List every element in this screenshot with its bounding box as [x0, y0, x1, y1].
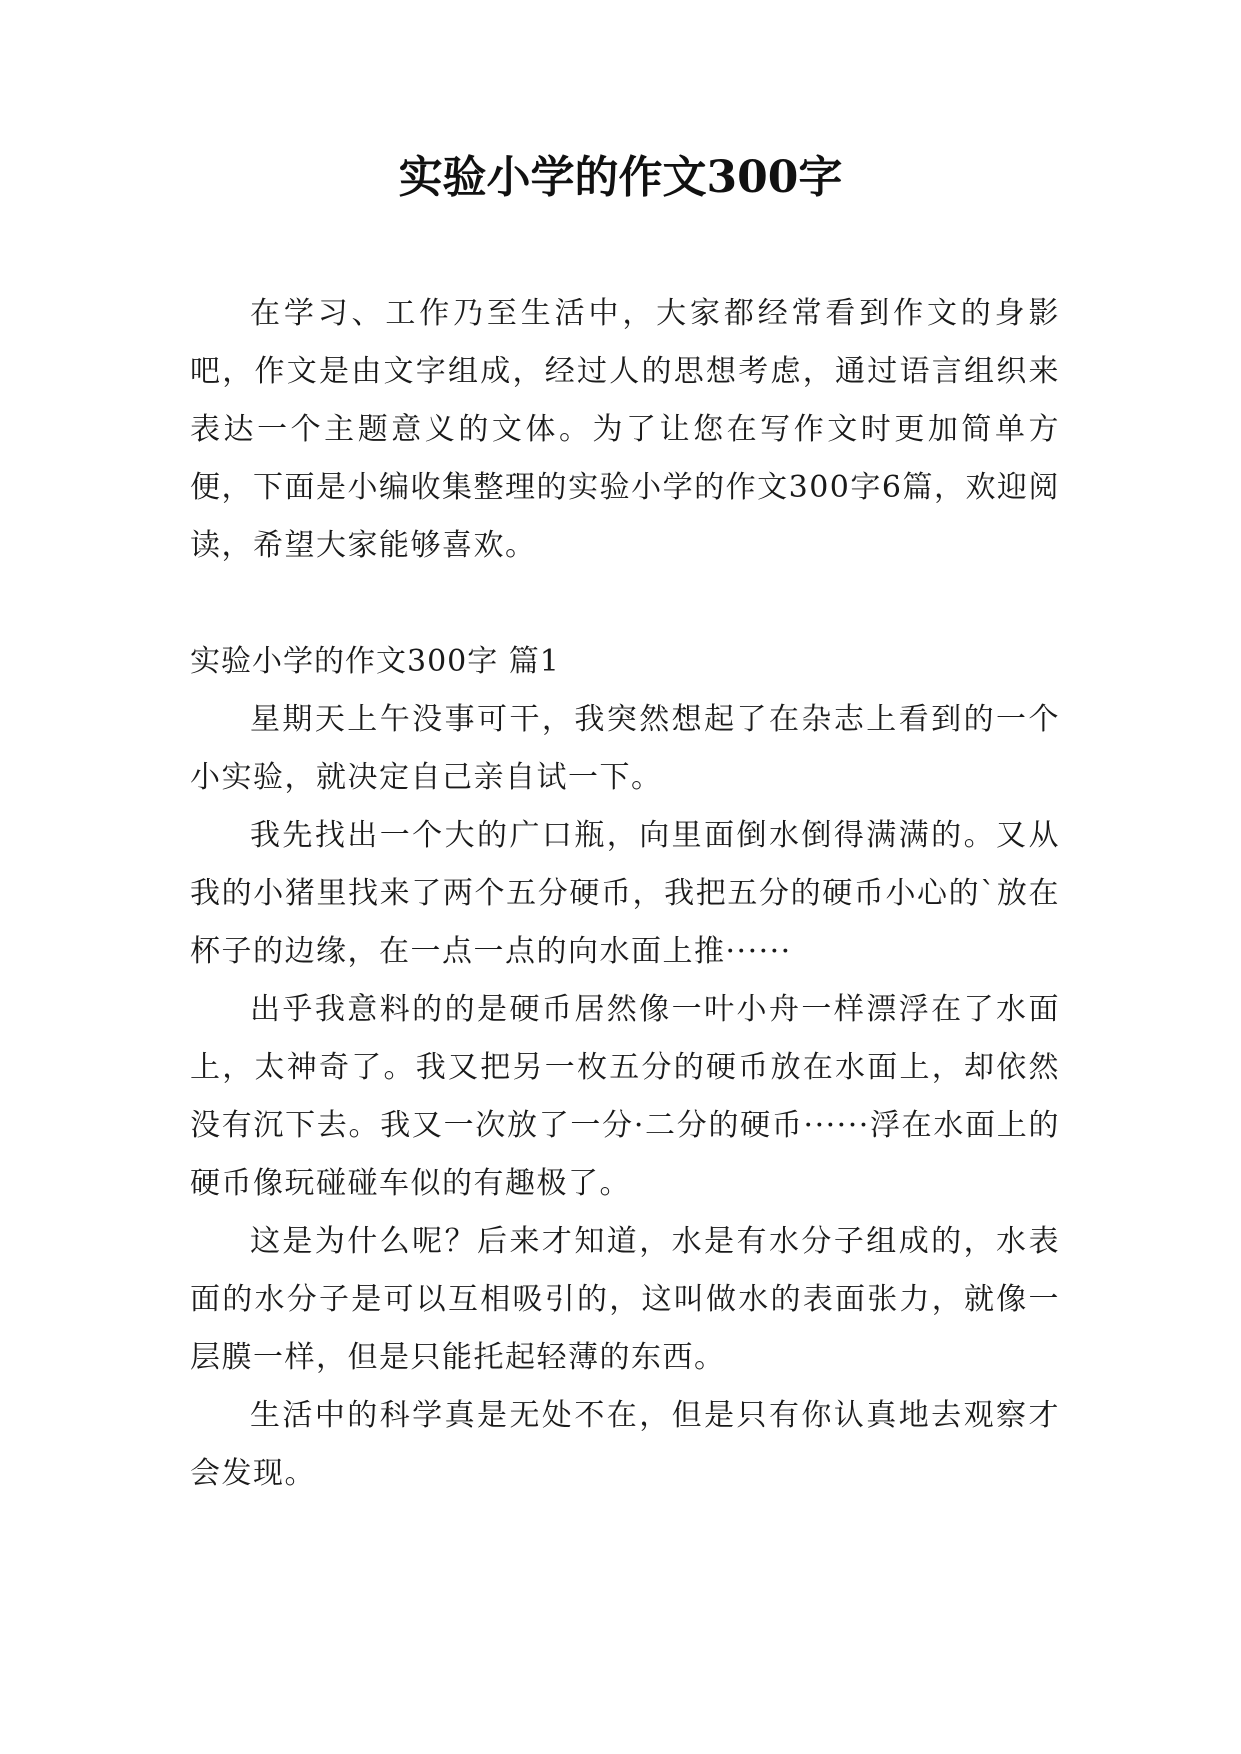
- section-heading: 实验小学的作文300字 篇1: [190, 644, 560, 679]
- body-paragraph-2: 我先找出一个大的广口瓶，向里面倒水倒得满满的。又从我的小猪里找来了两个五分硬币，我把五分的硬币小心的`放在杯子的边缘，在一点一点的向水面上推······: [190, 818, 1060, 969]
- intro-paragraph: 在学习、工作乃至生活中，大家都经常看到作文的身影吧，作文是由文字组成，经过人的思想考虑，通过语言组织来表达一个主题意义的文体。为了让您在写作文时更加简单方便，下面是小编收集整理的实验小学的作文300字6篇，欢迎阅读，希望大家能够喜欢。: [190, 296, 1060, 563]
- body-paragraph-4: 这是为什么呢？后来才知道，水是有水分子组成的，水表面的水分子是可以互相吸引的，这叫做水的表面张力，就像一层膜一样，但是只能托起轻薄的东西。: [190, 1224, 1060, 1375]
- body-paragraph-1: 星期天上午没事可干，我突然想起了在杂志上看到的一个小实验，就决定自己亲自试一下。: [190, 702, 1060, 795]
- document-body: [190, 285, 1060, 1503]
- body-paragraph-5: 生活中的科学真是无处不在，但是只有你认真地去观察才会发现。: [190, 1398, 1060, 1491]
- body-paragraph-3: 出乎我意料的的是硬币居然像一叶小舟一样漂浮在了水面上，太神奇了。我又把另一枚五分的硬币放在水面上，却依然没有沉下去。我又一次放了一分·二分的硬币······浮在水面上的硬币像玩碰碰车似的有趣极了。: [190, 992, 1060, 1201]
- document-title: 实验小学的作文300字: [398, 152, 843, 203]
